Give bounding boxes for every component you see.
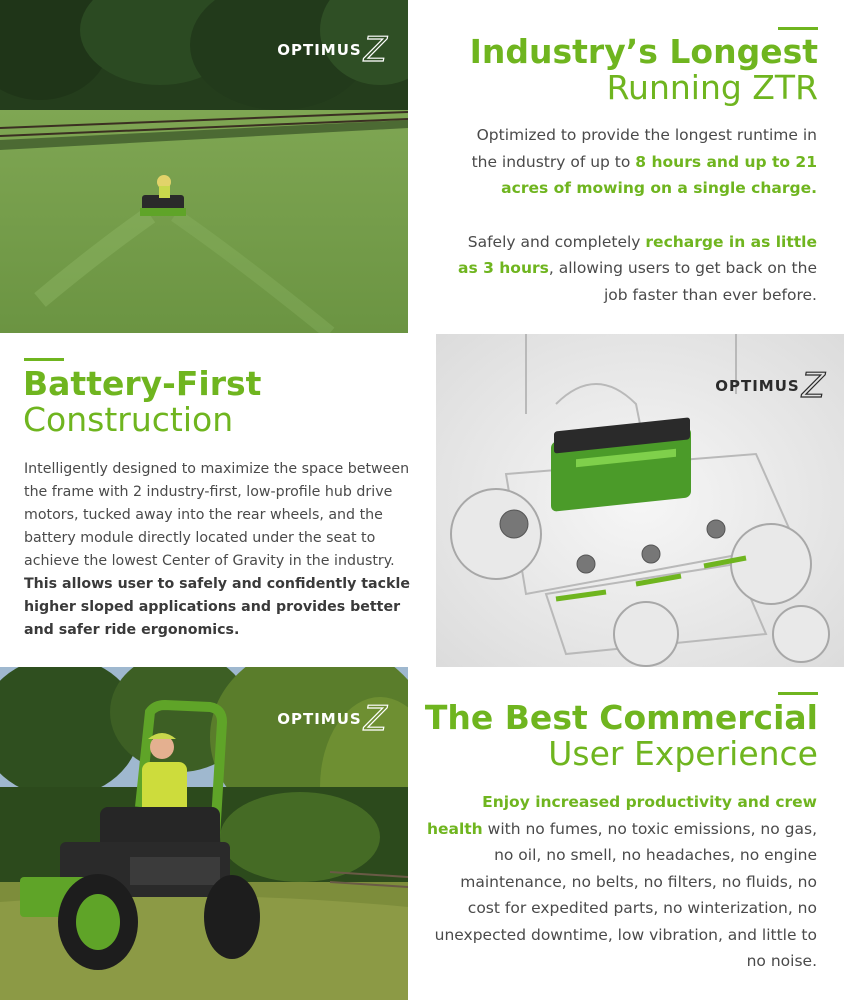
- optimus-z-logo: OPTIMUS Z: [277, 30, 388, 70]
- optimus-z-logo: OPTIMUS Z: [277, 699, 388, 739]
- section3-title-bold: The Best Commercial: [424, 698, 818, 737]
- section1-paragraph-2: Safely and completely recharge in as little as 3 hours, allowing users to get back on the job faster than ever before.: [458, 232, 817, 304]
- section3-title-light: User Experience: [548, 734, 818, 773]
- optimus-z-logo: OPTIMUS Z: [715, 366, 826, 406]
- rider-mowing-photo: [0, 667, 408, 1000]
- section3-text: [425, 789, 817, 975]
- section1-title-bold: Industry’s Longest: [469, 32, 818, 71]
- section3-paragraph: Enjoy increased productivity and crew health with no fumes, no toxic emissions, no gas, no oil, no smell, no headaches, no engine maintenance, no belts, no filters, no fluids, no cost for expedited parts, no winterization, no unexpected downtime, low vibration, and little to no noise.: [426, 793, 817, 970]
- mower-field-photo: [0, 0, 408, 333]
- section-rule: [24, 358, 64, 361]
- section1-paragraph-1: Optimized to provide the longest runtime in the industry of up to 8 hours and up to 21 acres of mowing on a single charge.: [471, 126, 817, 197]
- section2-title-bold: Battery-First: [23, 364, 262, 403]
- chassis-render-image: [436, 334, 844, 667]
- section2-text: [24, 458, 424, 642]
- section-rule: [778, 27, 818, 30]
- section-rule: [778, 692, 818, 695]
- section1-title-light: Running ZTR: [606, 68, 818, 107]
- section1-text: [448, 122, 817, 308]
- section2-paragraph: Intelligently designed to maximize the space between the frame with 2 industry-first, low-profile hub drive motors, tucked away into the rear wheels, and the battery module directly located under the seat to achieve the lowest Center of Gravity in the industry. This allows user to safely and confidently tackle higher sloped applications and provides better and safer ride ergonomics.: [24, 461, 410, 638]
- section2-title-light: Construction: [23, 400, 234, 439]
